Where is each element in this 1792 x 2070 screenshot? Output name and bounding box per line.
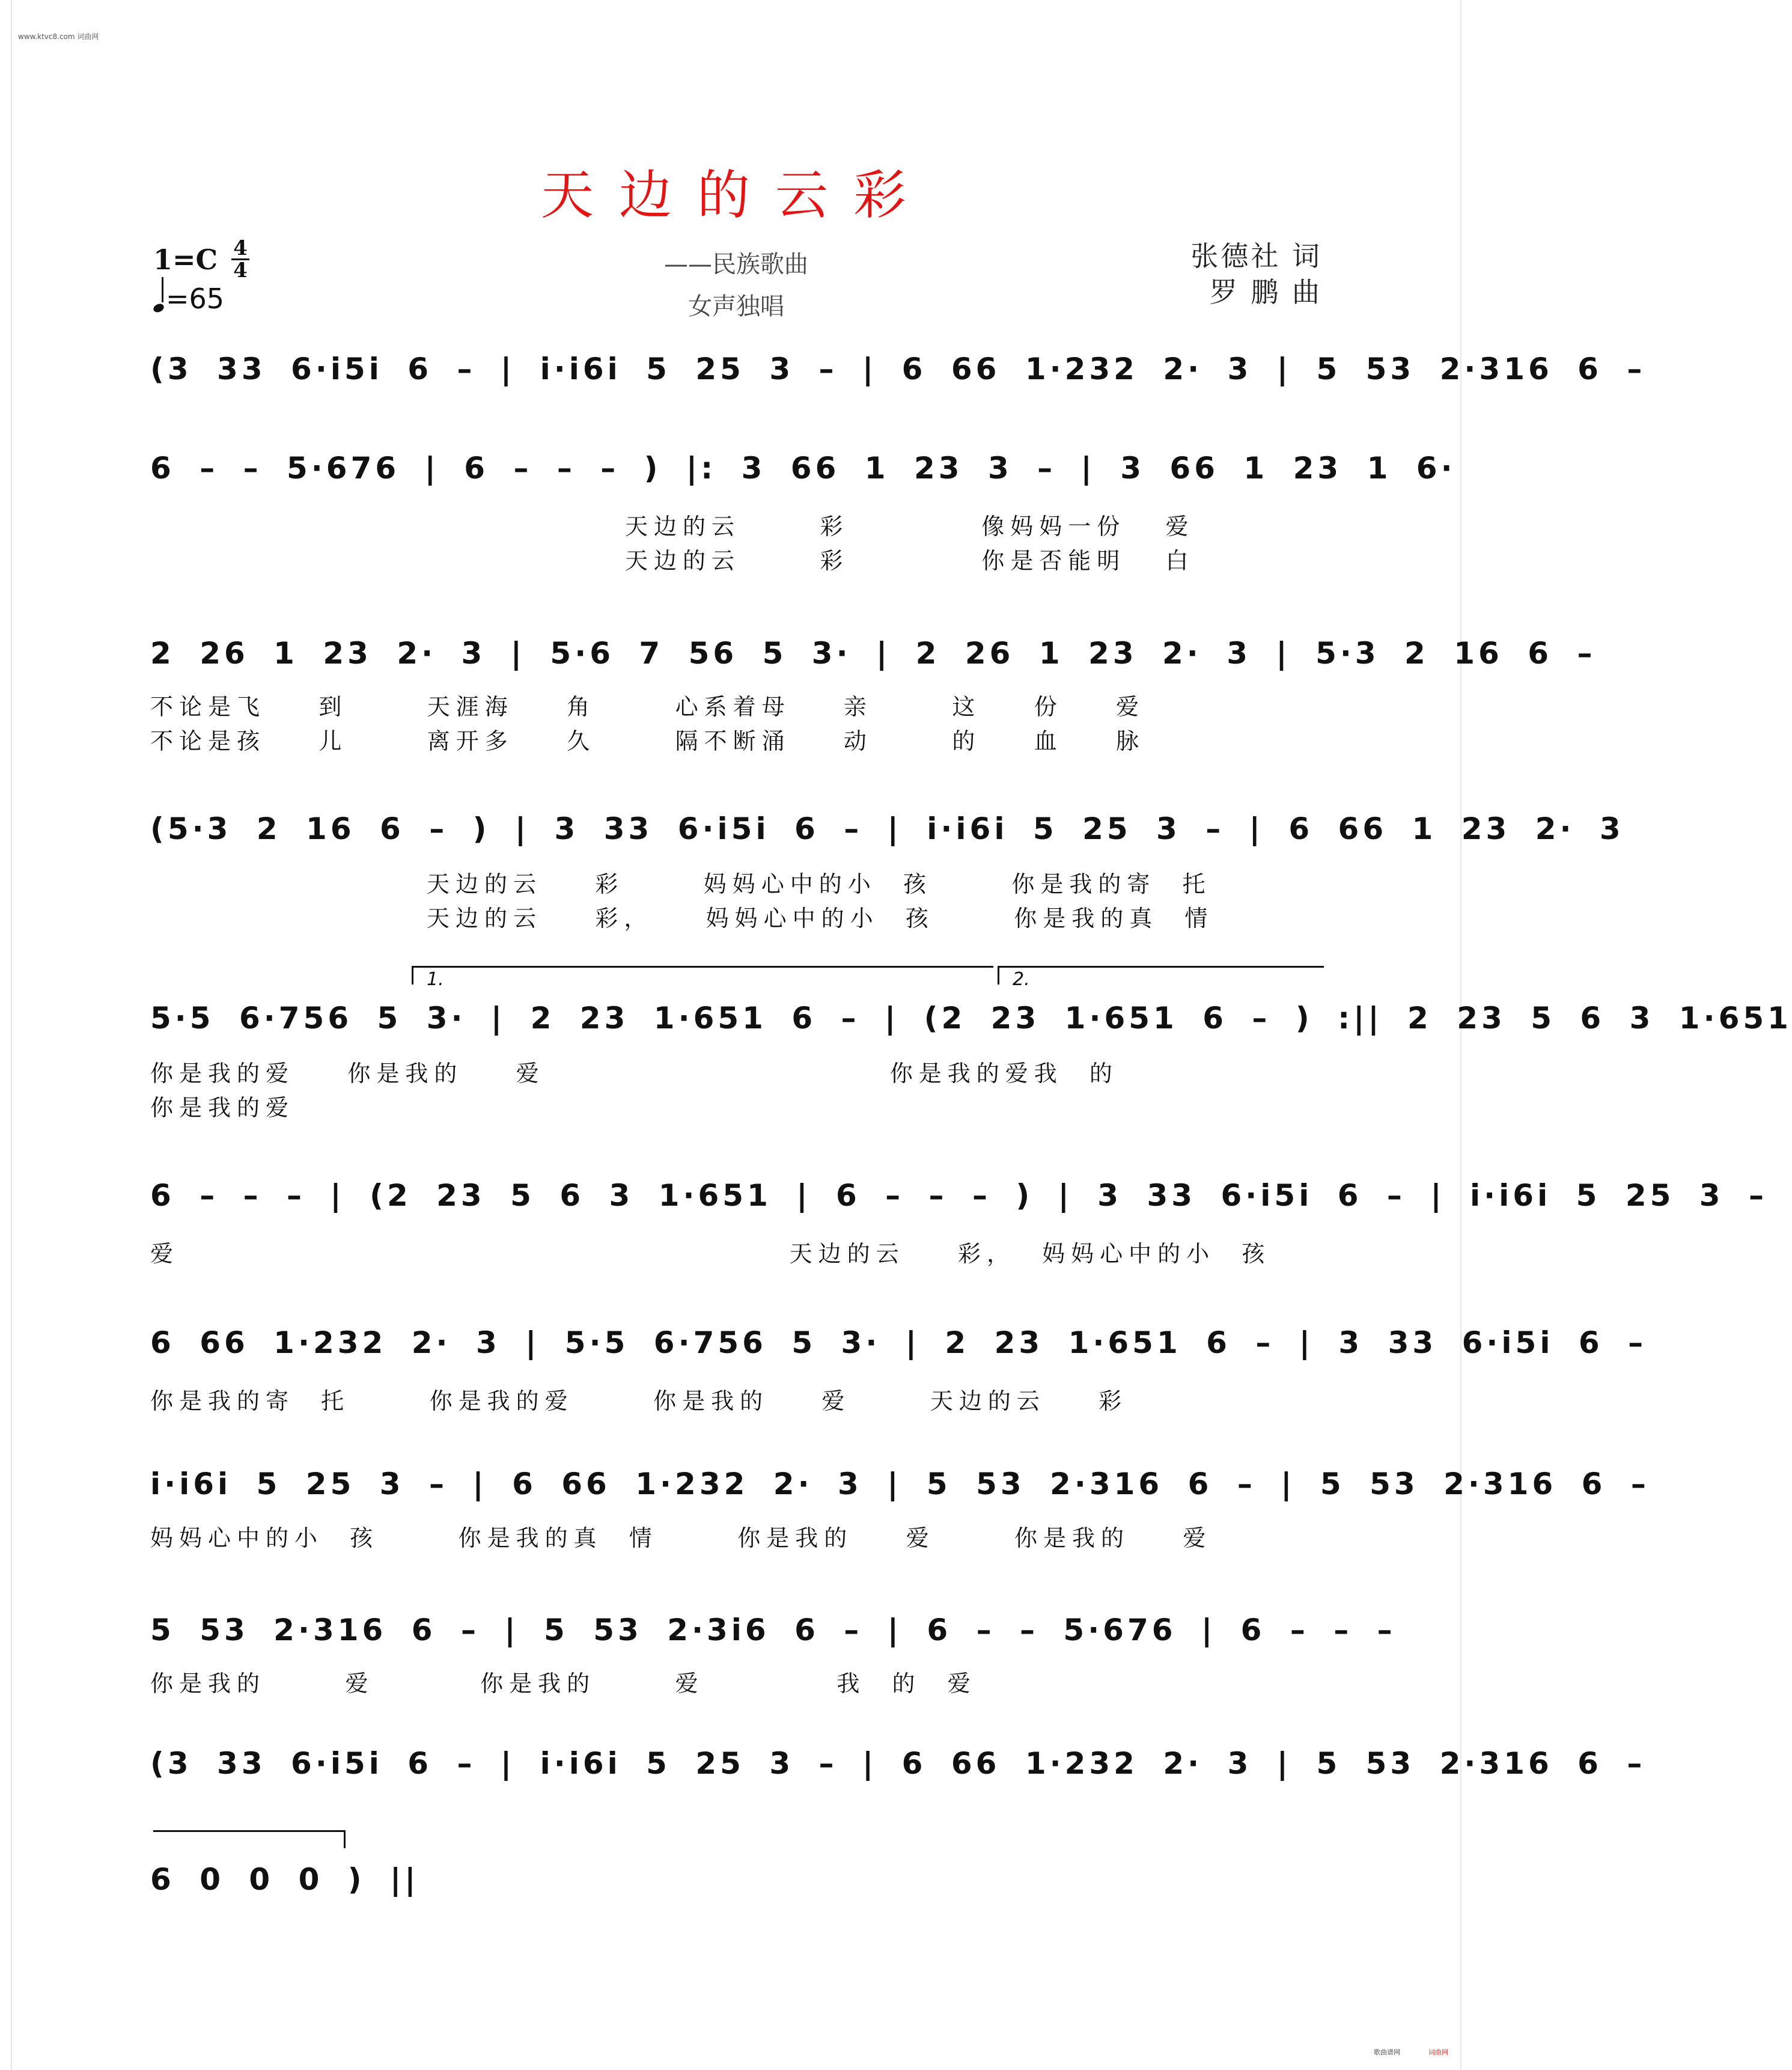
notation-line-10: (3 33 6·i5i 6 – | i·i6i 5 25 3 – | 6 66 1·232 2· 3 | 5 53 2·316 6 –: [150, 1746, 1646, 1781]
left-margin-strip: [0, 0, 12, 2070]
time-signature: [231, 236, 249, 282]
brand-right: 词曲网: [1428, 2048, 1448, 2056]
notation-line-9: 5 53 2·316 6 – | 5 53 2·3i6 6 – | 6 – – 5·676 | 6 – – –: [150, 1613, 1396, 1647]
lyric-line-3-verse-1: 不论是飞 到 天涯海 角 心系着母 亲 这 份 爱: [150, 694, 1145, 720]
lyricist-credit: 张德社 词: [1190, 240, 1322, 272]
lyric-line-5-verse-2: 你是我的爱: [150, 1095, 295, 1121]
site-tag: www.ktvc8.com 词曲网: [18, 32, 99, 41]
volta-first-label: 1.: [427, 969, 444, 990]
tie-bracket-end: [344, 1830, 346, 1848]
time-signature-bottom: 4: [233, 258, 248, 282]
lyric-line-8: 妈妈心中的小 孩 你是我的真 情 你是我的 爱 你是我的 爱: [150, 1525, 1212, 1551]
lyric-line-9: 你是我的 爱 你是我的 爱 我 的 爱: [150, 1670, 977, 1697]
tempo-mark: [153, 282, 224, 315]
key-signature: 1=C: [153, 243, 218, 276]
composer-credit: 罗 鹏 曲: [1209, 276, 1322, 308]
tempo-value: =65: [166, 282, 225, 315]
notation-line-8: i·i6i 5 25 3 – | 6 66 1·232 2· 3 | 5 53 2·316 6 – | 5 53 2·316 6 –: [150, 1467, 1650, 1501]
brand-left: 歌曲谱网: [1374, 2048, 1400, 2056]
volta-first-ending: [412, 966, 993, 985]
notation-line-1: (3 33 6·i5i 6 – | i·i6i 5 25 3 – | 6 66 1·232 2· 3 | 5 53 2·316 6 –: [150, 352, 1646, 386]
lyric-line-5-verse-1: 你是我的爱 你是我的 爱 你是我的爱我 的: [150, 1060, 1118, 1087]
notation-line-3: 2 26 1 23 2· 3 | 5·6 7 56 5 3· | 2 26 1 23 2· 3 | 5·3 2 16 6 –: [150, 636, 1596, 671]
quarter-note-icon: [152, 302, 165, 314]
notation-line-6: 6 – – – | (2 23 5 6 3 1·651 | 6 – – – ) | 3 33 6·i5i 6 – | i·i6i 5 25 3 –: [150, 1178, 1767, 1213]
lyric-line-3-verse-2: 不论是孩 儿 离开多 久 隔不断涌 动 的 血 脉: [150, 728, 1145, 754]
notation-line-11: 6 0 0 0 ) ||: [150, 1862, 419, 1897]
notation-line-7: 6 66 1·232 2· 3 | 5·5 6·756 5 3· | 2 23 1·651 6 – | 3 33 6·i5i 6 –: [150, 1325, 1647, 1360]
lyric-line-7: 你是我的寄 托 你是我的爱 你是我的 爱 天边的云 彩: [150, 1388, 1128, 1414]
performance-type: 女声独唱: [688, 293, 784, 320]
tie-bracket: [153, 1830, 346, 1832]
volta-second-label: 2.: [1013, 969, 1030, 990]
volta-second-ending: [998, 966, 1324, 985]
lyric-line-2-verse-1: 天边的云 彩 像妈妈一份 爱: [625, 513, 1195, 540]
lyric-line-4-verse-1: 天边的云 彩 妈妈心中的小 孩 你是我的寄 托: [427, 871, 1211, 897]
lyric-line-6: 爱 天边的云 彩， 妈妈心中的小 孩: [150, 1241, 1271, 1267]
notation-line-5: 5·5 6·756 5 3· | 2 23 1·651 6 – | (2 23 1·651 6 – ) :|| 2 23 5 6 3 1·651: [150, 1001, 1792, 1036]
subtitle: ——民族歌曲: [664, 251, 808, 278]
notation-line-4: (5·3 2 16 6 – ) | 3 33 6·i5i 6 – | i·i6i 5 25 3 – | 6 66 1 23 2· 3: [150, 811, 1624, 846]
notation-line-2: 6 – – 5·676 | 6 – – – ) |: 3 66 1 23 3 – | 3 66 1 23 1 6·: [150, 451, 1456, 486]
song-title: 天边的云彩: [540, 164, 931, 226]
lyric-line-4-verse-2: 天边的云 彩， 妈妈心中的小 孩 你是我的真 情: [427, 905, 1214, 932]
lyric-line-2-verse-2: 天边的云 彩 你是否能明 白: [625, 548, 1195, 574]
time-signature-top: 4: [233, 236, 248, 260]
